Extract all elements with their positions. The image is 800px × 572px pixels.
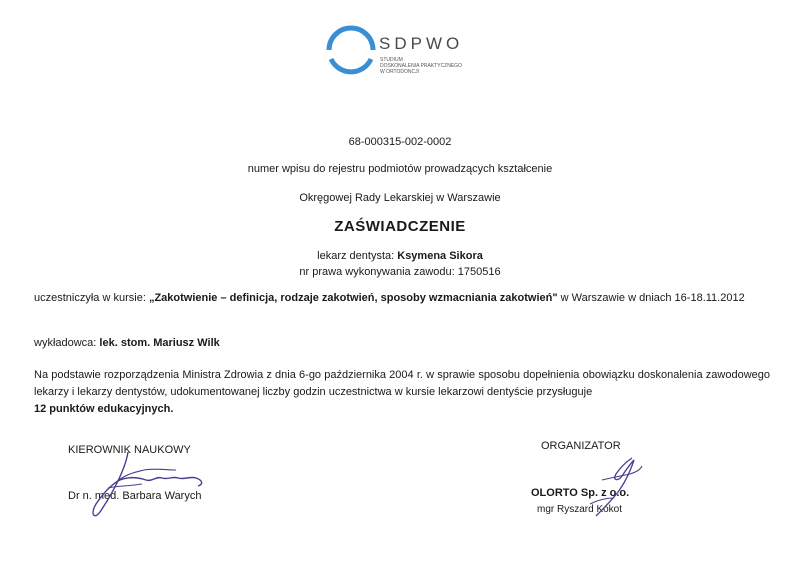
education-points: 12 punktów edukacyjnych. (34, 403, 174, 415)
legal-text: Na podstawie rozporządzenia Ministra Zdrowia z dnia 6-go października 2004 r. w sprawie sposobu dopełnienia obowiązku doskonalenia zawodowego lekarzy i lekarzy dentystów, udokumentowanej liczby godzin uczestnictwa w kursie lekarzowi dentyście przysługuje (34, 369, 770, 398)
document-title: ZAŚWIADCZENIE (334, 218, 466, 235)
license-number: 1750516 (457, 266, 501, 278)
logo-subtitle-line: DOSKONALENIA PRAKTYCZNEGO (380, 63, 462, 69)
lecturer-line (34, 337, 220, 349)
license-label: nr prawa wykonywania zawodu: (299, 266, 455, 278)
course-line (34, 292, 745, 304)
organizer-company: OLORTO Sp. z o.o. (531, 487, 630, 499)
logo-subtitle (380, 57, 462, 75)
organizer-name: mgr Ryszard Kokot (537, 504, 623, 515)
left-signature-icon (86, 448, 216, 522)
logo-name: SDPWO (379, 34, 464, 53)
lecturer-name: lek. stom. Mariusz Wilk (99, 337, 220, 349)
logo-ring-icon (323, 24, 379, 84)
course-suffix: w Warszawie w dniach 16-18.11.2012 (560, 292, 745, 304)
lecturer-label: wykładowca: (34, 337, 97, 349)
organizer-role: ORGANIZATOR (541, 440, 621, 452)
course-prefix: uczestniczyła w kursie: (34, 292, 146, 304)
course-title: „Zakotwienie – definicja, rodzaje zakotwień, sposoby wzmacniania zakotwień" (148, 292, 558, 304)
license-line (0, 266, 800, 278)
participant-name: Ksymena Sikora (397, 250, 483, 262)
logo-subtitle-line: W ORTODONCJI (380, 69, 419, 75)
scientific-director-name: Dr n. med. Barbara Warych (68, 490, 202, 502)
scientific-director-role: KIEROWNIK NAUKOWY (68, 444, 191, 456)
sdpwo-logo (323, 24, 473, 84)
registry-chamber: Okręgowej Rady Lekarskiej w Warszawie (299, 192, 501, 204)
registry-number: 68-000315-002-0002 (348, 136, 452, 148)
right-signature-icon (560, 452, 650, 522)
legal-basis-paragraph (34, 367, 770, 418)
registry-description: numer wpisu do rejestru podmiotów prowadzących kształcenie (247, 163, 553, 175)
participant-line (0, 250, 800, 262)
logo-subtitle-line: STUDIUM (380, 57, 403, 63)
dentist-label: lekarz dentysta: (317, 250, 395, 262)
